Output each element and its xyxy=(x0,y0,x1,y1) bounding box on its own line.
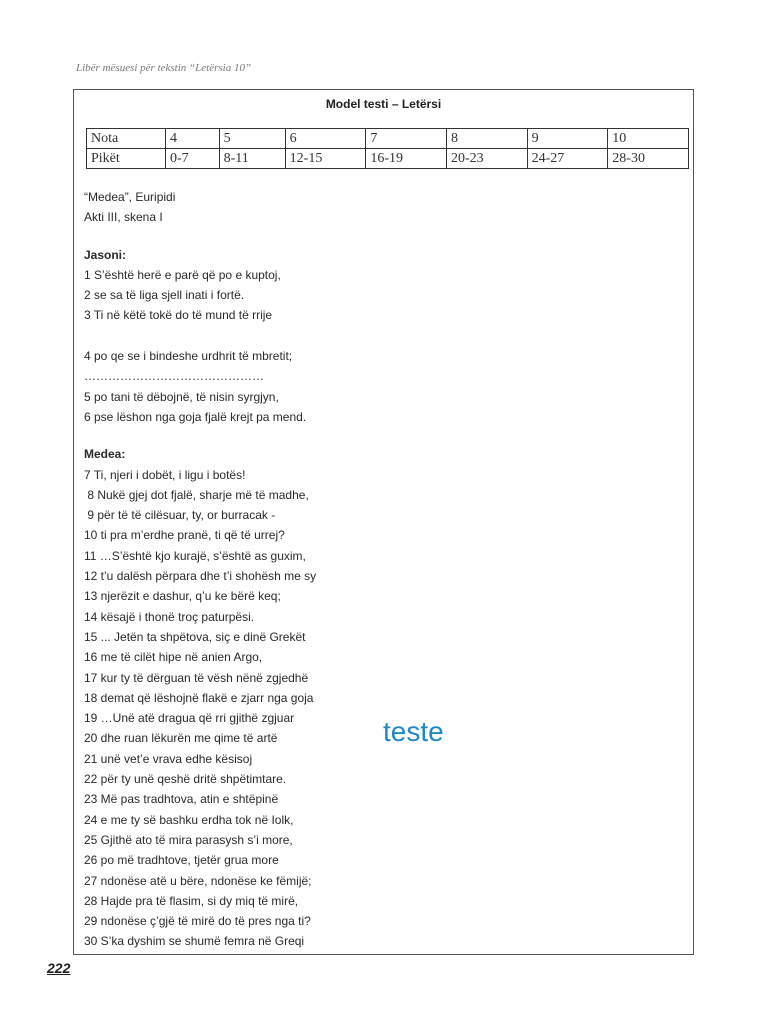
verse-line: 2 se sa të liga sjell inati i fortë. xyxy=(84,288,245,303)
verse-line: 28 Hajde pra të flasim, si dy miq të mirë, xyxy=(84,893,299,908)
table-cell: 16-19 xyxy=(366,149,447,169)
verse-line: 14 kësajë i thonë troç paturpësi. xyxy=(84,609,255,624)
verse-line: 22 për ty unë qeshë dritë shpëtimtare. xyxy=(84,772,287,787)
grades-table xyxy=(86,128,689,169)
table-cell: 4 xyxy=(166,129,220,149)
table-cell: 28-30 xyxy=(608,149,689,169)
table-cell: 5 xyxy=(219,129,285,149)
verse-line: 17 kur ty të dërguan të vësh nënë zgjedhë xyxy=(84,670,309,685)
verse-line: 20 dhe ruan lëkurën me qime të artë xyxy=(84,731,278,746)
table-cell: 7 xyxy=(366,129,447,149)
table-row xyxy=(87,149,689,169)
table-cell: 12-15 xyxy=(285,149,366,169)
blank-line xyxy=(84,326,684,346)
watermark: teste xyxy=(383,716,444,747)
running-header: Libër mësuesi për tekstin “Letërsia 10” xyxy=(76,62,252,74)
verse-line: 19 …Unë atë dragua që rri gjithë zgjuar xyxy=(84,711,295,726)
page-number: 222 xyxy=(47,960,71,976)
table-cell: Nota xyxy=(87,129,166,149)
table-row xyxy=(87,129,689,149)
verse-line: ……………………………………… xyxy=(84,369,264,384)
verse-line: 1 S’është herë e parë që po e kuptoj, xyxy=(84,267,281,282)
spacer xyxy=(84,228,684,245)
verse-line: 12 t’u dalësh përpara dhe t’i shohësh me sy xyxy=(84,569,317,584)
table-cell: 8 xyxy=(446,129,527,149)
test-frame xyxy=(73,89,694,955)
table-cell: 24-27 xyxy=(527,149,608,169)
verse-line: 3 Ti në këtë tokë do të mund të rrije xyxy=(84,308,273,323)
speaker-name: Jasoni: xyxy=(84,247,127,262)
verse-line: 15 ... Jetën ta shpëtova, siç e dinë Grekët xyxy=(84,629,306,644)
speaker-name: Medea: xyxy=(84,447,126,462)
table-cell: Pikët xyxy=(87,149,166,169)
test-content xyxy=(84,187,684,952)
table-cell: 8-11 xyxy=(219,149,285,169)
spacer xyxy=(84,427,684,444)
work-title: “Medea”, Euripidi xyxy=(84,190,176,204)
verse-line: 6 pse lëshon nga goja fjalë krejt pa mend. xyxy=(84,409,307,424)
verse-line: 29 ndonëse ç’gjë të mirë do të pres nga ti? xyxy=(84,914,311,929)
verse-line: 24 e me ty së bashku erdha tok në Iolk, xyxy=(84,812,294,827)
table-cell: 10 xyxy=(608,129,689,149)
table-cell: 0-7 xyxy=(166,149,220,169)
verse-line: 30 S’ka dyshim se shumë femra në Greqi xyxy=(84,934,305,949)
page-title: Model testi – Letërsi xyxy=(325,97,442,111)
verse-line: 23 Më pas tradhtova, atin e shtëpinë xyxy=(84,792,279,807)
table-cell: 9 xyxy=(527,129,608,149)
verse-line: 10 ti pra m’erdhe pranë, ti që të urrej? xyxy=(84,528,285,543)
verse-line: 5 po tani të dëbojnë, të nisin syrgjyn, xyxy=(84,389,279,404)
dialogue xyxy=(84,245,684,952)
verse-line: 13 njerëzit e dashur, q’u ke bërë keq; xyxy=(84,589,281,604)
verse-line: 18 demat që lëshojnë flakë e zjarr nga goja xyxy=(84,690,314,705)
verse-line: 9 për të të cilësuar, ty, or burracak - xyxy=(84,508,276,523)
table-cell: 20-23 xyxy=(446,149,527,169)
act-scene: Akti III, skena I xyxy=(84,210,163,225)
verse-line: 25 Gjithë ato të mira parasysh s’i more, xyxy=(84,832,293,847)
verse-line: 8 Nukë gjej dot fjalë, sharje më të madhe, xyxy=(84,487,309,502)
verse-line: 7 Ti, njeri i dobët, i ligu i botës! xyxy=(84,467,246,482)
verse-line: 4 po qe se i bindeshe urdhrit të mbretit; xyxy=(84,349,293,364)
verse-line: 26 po më tradhtove, tjetër grua more xyxy=(84,853,279,868)
table-cell: 6 xyxy=(285,129,366,149)
verse-line: 27 ndonëse atë u bëre, ndonëse ke fëmijë; xyxy=(84,873,312,888)
verse-line: 21 unë vet’e vrava edhe kësisoj xyxy=(84,751,253,766)
verse-line: 16 me të cilët hipe në anien Argo, xyxy=(84,650,263,665)
verse-line: 11 …S’është kjo kurajë, s’është as guxim, xyxy=(84,548,306,563)
